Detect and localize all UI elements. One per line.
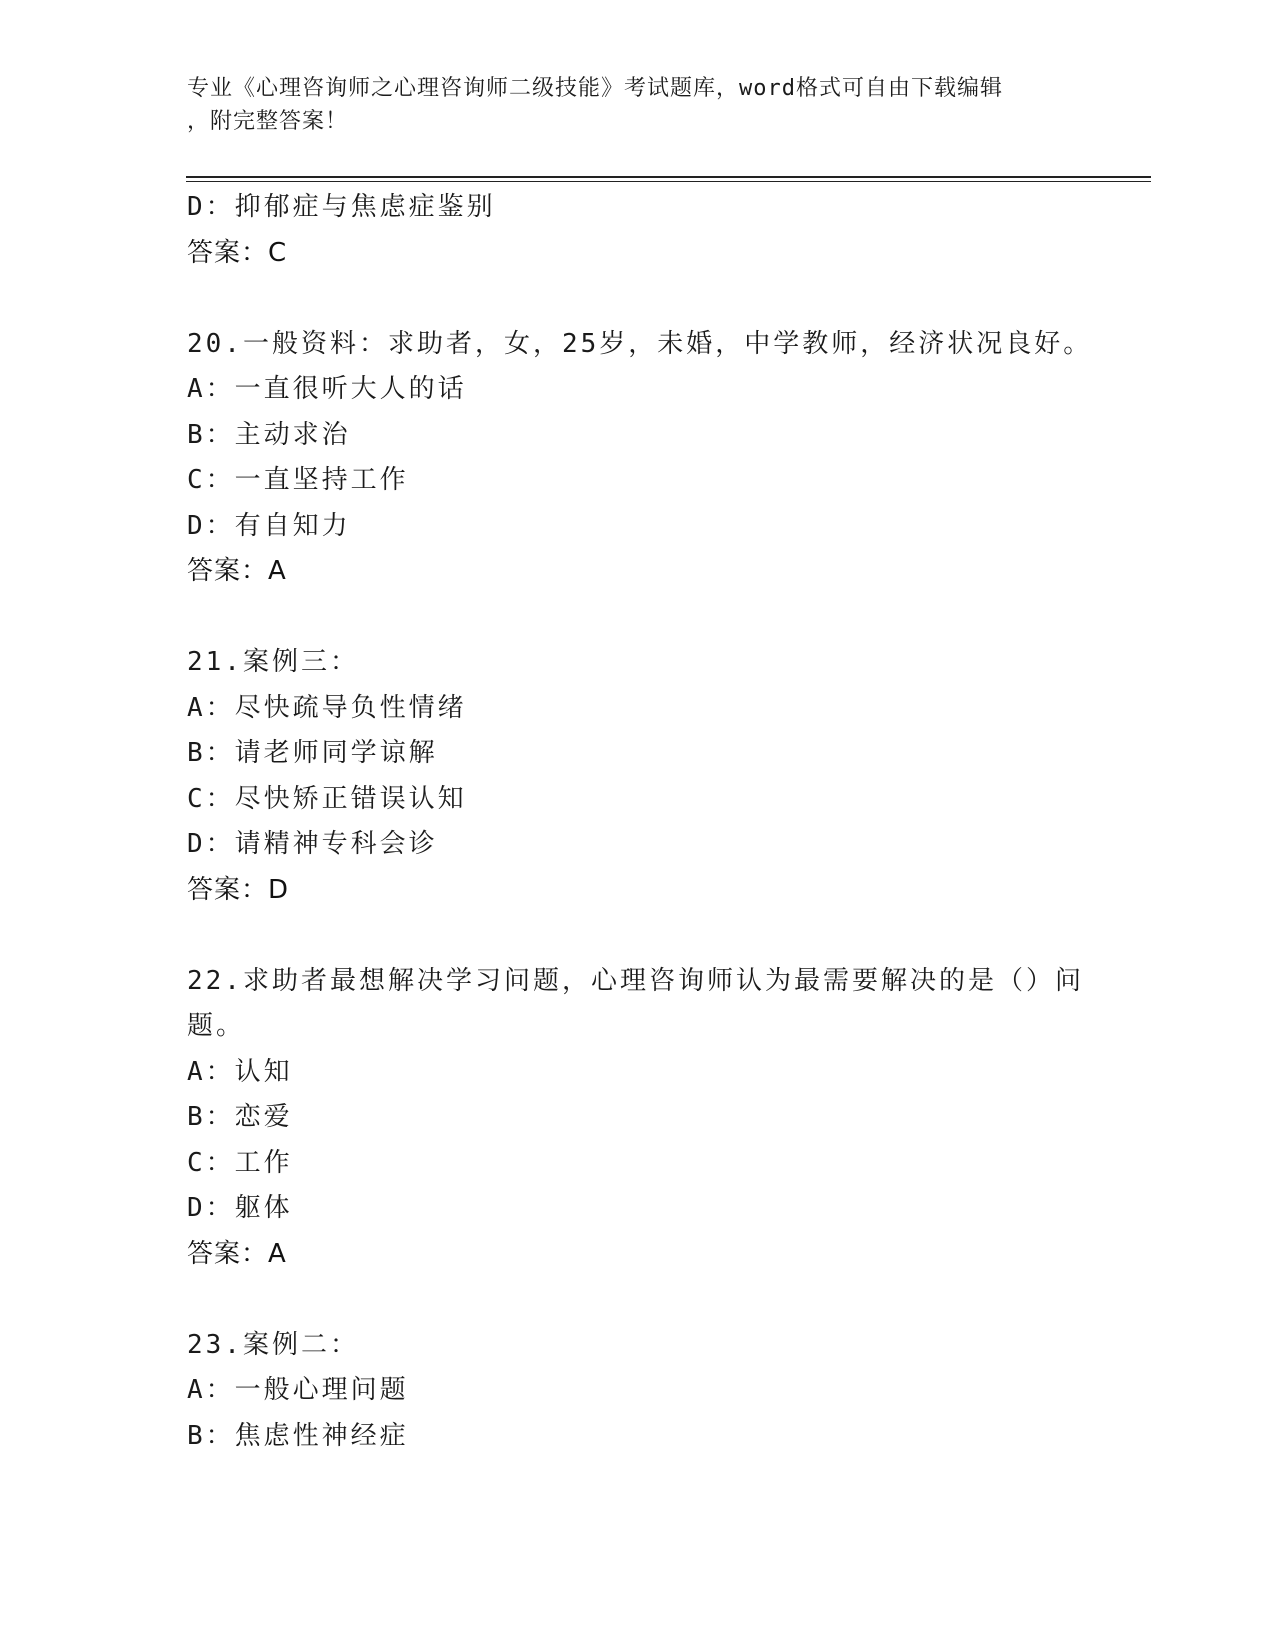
continued-question <box>187 185 1087 276</box>
question-22 <box>187 959 1087 1278</box>
question-stem-line-2: 题。 <box>187 1011 246 1041</box>
question-stem: 21.案例三： <box>187 647 359 677</box>
option-d: D：有自知力 <box>187 510 351 541</box>
question-stem: 23.案例二： <box>187 1329 359 1360</box>
page-header <box>187 72 1067 138</box>
option-c: C：工作 <box>187 1147 293 1178</box>
header-line-2: ，附完整答案！ <box>187 109 349 134</box>
answer-line: 答案：C <box>187 237 288 268</box>
option-b: B：恋爱 <box>187 1102 293 1132</box>
header-divider-thick <box>186 176 1151 178</box>
question-stem-line-1: 22.求助者最想解决学习问题，心理咨询师认为最需要解决的是（）问 <box>187 965 1084 996</box>
option-c: C：一直坚持工作 <box>187 465 409 495</box>
option-a: A：尽快疏导负性情绪 <box>187 692 467 723</box>
option-b: B：主动求治 <box>187 419 351 450</box>
option-b: B：请老师同学谅解 <box>187 738 438 768</box>
spacer <box>187 913 1087 959</box>
option-c: C：尽快矫正错误认知 <box>187 783 467 814</box>
answer-line: 答案：A <box>187 1238 287 1269</box>
question-23 <box>187 1323 1087 1460</box>
question-stem: 20.一般资料：求助者，女，25岁，未婚，中学教师，经济状况良好。 <box>187 328 1093 359</box>
answer-line: 答案：A <box>187 556 287 586</box>
option-a: A：认知 <box>187 1056 293 1087</box>
option-d: D：请精神专科会诊 <box>187 829 438 859</box>
option-a: A：一般心理问题 <box>187 1375 409 1405</box>
option-b: B：焦虑性神经症 <box>187 1420 409 1451</box>
question-list <box>187 185 1093 1459</box>
option-a: A：一直很听大人的话 <box>187 374 467 404</box>
spacer <box>187 276 1087 322</box>
option-d: D：抑郁症与焦虑症鉴别 <box>187 192 496 222</box>
question-21 <box>187 640 1087 913</box>
answer-line: 答案：D <box>187 874 290 905</box>
header-divider-thin <box>186 181 1151 182</box>
header-line-1: 专业《心理咨询师之心理咨询师二级技能》考试题库，word格式可自由下载编辑 <box>187 76 1003 101</box>
question-20 <box>187 322 1093 595</box>
spacer <box>187 1277 1087 1323</box>
spacer <box>187 595 1087 641</box>
option-d: D：躯体 <box>187 1193 293 1223</box>
